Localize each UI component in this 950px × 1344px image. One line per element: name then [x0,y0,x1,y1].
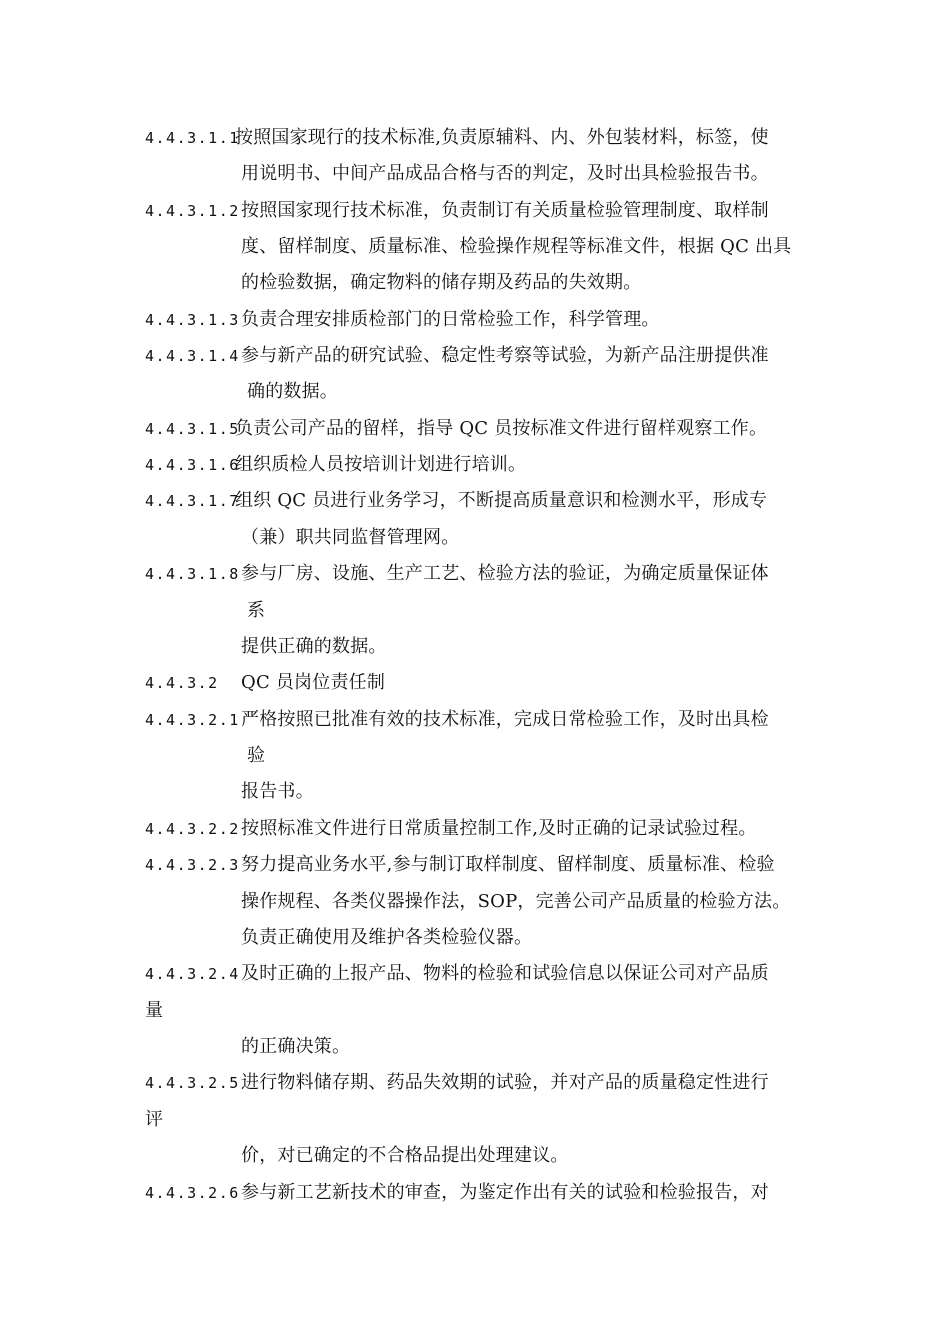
clause-text: 组织 QC 员进行业务学习，不断提高质量意识和检测水平，形成专 [235,490,768,511]
clause-number: 4.4.3.2.3 [145,856,240,874]
clause-text: 参与新工艺新技术的审查，为鉴定作出有关的试验和检验报告，对 [241,1182,769,1203]
clause-text-continued: 报告书。 [241,781,314,802]
clause-text: 按照标准文件进行日常质量控制工作,及时正确的记录试验过程。 [241,818,757,839]
clause-text-continued: 量 [145,1000,164,1021]
section-number: 4.4.3.2 [145,674,219,692]
clause-text: 进行物料储存期、药品失效期的试验，并对产品的质量稳定性进行 [241,1072,769,1093]
clause-text: 按照国家现行的技术标准,负责原辅料、内、外包装材料，标签，使 [235,127,769,148]
clause-text: 负责合理安排质检部门的日常检验工作，科学管理。 [241,309,660,330]
clause-number: 4.4.3.1.1 [145,129,240,147]
clause-number: 4.4.3.1.7 [145,492,240,510]
clause-number: 4.4.3.1.8 [145,565,240,583]
clause-text: 努力提高业务水平,参与制订取样制度、留样制度、质量标准、检验 [241,854,775,875]
clause-number: 4.4.3.1.5 [145,420,240,438]
clause-text-continued: （兼）职共同监督管理网。 [241,527,460,548]
clause-text-continued: 确的数据。 [247,381,338,402]
clause-number: 4.4.3.1.6 [145,456,240,474]
clause-text: 按照国家现行技术标准，负责制订有关质量检验管理制度、取样制 [241,200,769,221]
clause-number: 4.4.3.2.6 [145,1184,240,1202]
clause-text: 参与厂房、设施、生产工艺、检验方法的验证，为确定质量保证体 [241,563,769,584]
clause-text-continued: 提供正确的数据。 [241,636,387,657]
clause-text-continued: 的正确决策。 [241,1036,351,1057]
clause-text: 组织质检人员按培训计划进行培训。 [235,454,527,475]
section-heading: QC 员岗位责任制 [241,672,386,693]
clause-text-continued: 系 [247,600,266,621]
clause-text-continued: 度、留样制度、质量标准、检验操作规程等标准文件，根据 QC 出具 [241,236,792,257]
clause-text-continued: 操作规程、各类仪器操作法，SOP，完善公司产品质量的检验方法。 [241,891,791,912]
clause-number: 4.4.3.2.4 [145,965,240,983]
clause-number: 4.4.3.1.4 [145,347,240,365]
clause-text-continued: 价，对已确定的不合格品提出处理建议。 [241,1145,569,1166]
clause-number: 4.4.3.1.2 [145,202,240,220]
clause-text: 及时正确的上报产品、物料的检验和试验信息以保证公司对产品质 [241,963,769,984]
clause-text-continued: 评 [145,1109,164,1130]
clause-number: 4.4.3.2.1 [145,711,240,729]
clause-text-continued: 的检验数据，确定物料的储存期及药品的失效期。 [241,272,642,293]
clause-text: 严格按照已批准有效的技术标准，完成日常检验工作，及时出具检 [241,709,769,730]
clause-number: 4.4.3.1.3 [145,311,240,329]
clause-text: 参与新产品的研究试验、稳定性考察等试验，为新产品注册提供准 [241,345,769,366]
clause-text-continued: 负责正确使用及维护各类检验仪器。 [241,927,533,948]
clause-number: 4.4.3.2.2 [145,820,240,838]
clause-number: 4.4.3.2.5 [145,1074,240,1092]
clause-text-continued: 用说明书、中间产品成品合格与否的判定，及时出具检验报告书。 [241,163,769,184]
clause-text: 负责公司产品的留样，指导 QC 员按标准文件进行留样观察工作。 [235,418,768,439]
clause-text-continued: 验 [247,745,266,766]
